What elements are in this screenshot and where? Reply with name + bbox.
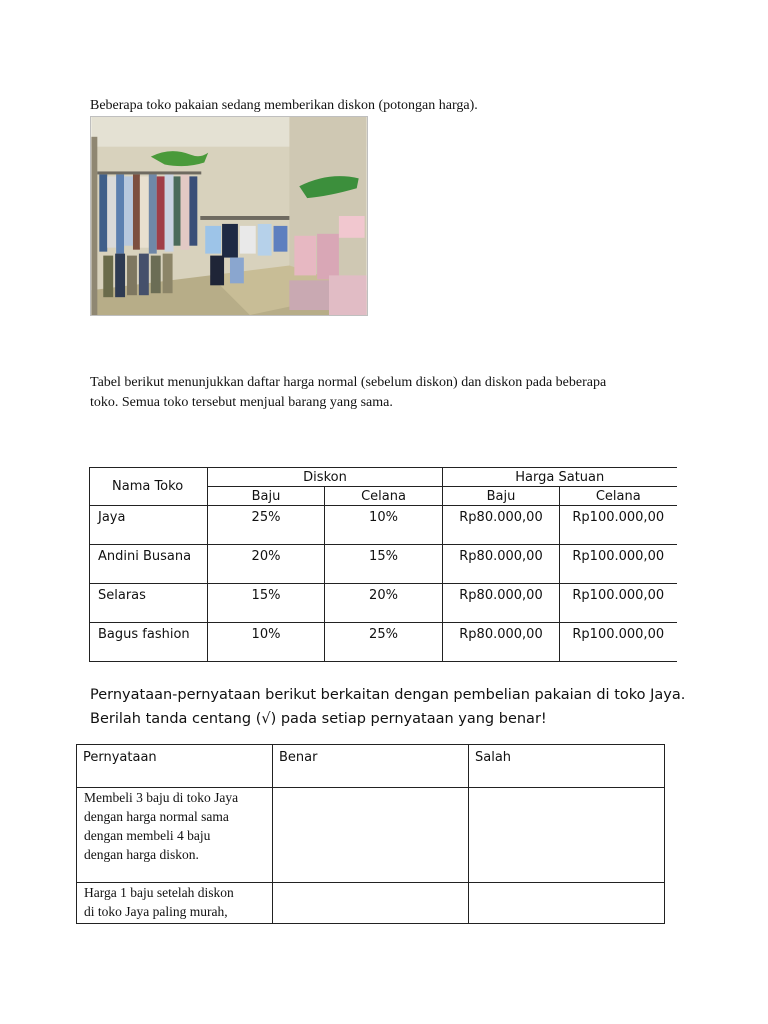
diskon-celana: 20% (325, 584, 443, 623)
question-line-2: Berilah tanda centang (√) pada setiap pernyataan yang benar! (90, 711, 547, 727)
table-row (90, 584, 677, 623)
table-row (77, 788, 665, 883)
table-row (77, 883, 665, 924)
salah-checkbox-cell[interactable] (469, 883, 665, 924)
benar-checkbox-cell[interactable] (273, 788, 469, 883)
intro-text: Beberapa toko pakaian sedang memberikan diskon (potongan harga). (90, 98, 478, 113)
diskon-celana: 10% (325, 506, 443, 545)
subheader-diskon-celana: Celana (325, 487, 443, 506)
statement-line: Harga 1 baju setelah diskon (84, 885, 234, 900)
harga-baju: Rp80.000,00 (443, 506, 560, 545)
diskon-baju: 10% (208, 623, 325, 662)
diskon-baju: 20% (208, 545, 325, 584)
store-name: Andini Busana (90, 545, 208, 584)
harga-celana: Rp100.000,00 (560, 506, 677, 545)
harga-baju: Rp80.000,00 (443, 545, 560, 584)
store-name: Selaras (90, 584, 208, 623)
clothing-store-photo (90, 116, 368, 316)
statement-line: di toko Jaya paling murah, (84, 904, 228, 919)
table-row (90, 623, 677, 662)
statement-2 (77, 883, 273, 924)
diskon-celana: 25% (325, 623, 443, 662)
salah-checkbox-cell[interactable] (469, 788, 665, 883)
harga-baju: Rp80.000,00 (443, 584, 560, 623)
subheader-diskon-baju: Baju (208, 487, 325, 506)
diskon-baju: 15% (208, 584, 325, 623)
header-benar: Benar (273, 745, 469, 788)
table-row (90, 506, 677, 545)
harga-baju: Rp80.000,00 (443, 623, 560, 662)
description-line-2: toko. Semua toko tersebut menjual barang yang sama. (90, 395, 393, 410)
header-pernyataan: Pernyataan (77, 745, 273, 788)
harga-celana: Rp100.000,00 (560, 623, 677, 662)
statement-1 (77, 788, 273, 883)
harga-celana: Rp100.000,00 (560, 584, 677, 623)
statement-line: dengan harga diskon. (84, 847, 199, 862)
benar-checkbox-cell[interactable] (273, 883, 469, 924)
table-row (90, 545, 677, 584)
header-nama-toko: Nama Toko (90, 468, 208, 506)
statement-line: Membeli 3 baju di toko Jaya (84, 790, 239, 805)
header-salah: Salah (469, 745, 665, 788)
header-diskon: Diskon (208, 468, 443, 487)
question-line-1: Pernyataan-pernyataan berikut berkaitan dengan pembelian pakaian di toko Jaya. (90, 687, 686, 703)
statement-line: dengan membeli 4 baju (84, 828, 211, 843)
statement-table (76, 744, 665, 924)
subheader-harga-baju: Baju (443, 487, 560, 506)
diskon-celana: 15% (325, 545, 443, 584)
statement-line: dengan harga normal sama (84, 809, 229, 824)
price-table (89, 467, 677, 662)
subheader-harga-celana: Celana (560, 487, 677, 506)
harga-celana: Rp100.000,00 (560, 545, 677, 584)
diskon-baju: 25% (208, 506, 325, 545)
store-name: Bagus fashion (90, 623, 208, 662)
description-line-1: Tabel berikut menunjukkan daftar harga normal (sebelum diskon) dan diskon pada beberapa (90, 375, 607, 390)
header-harga-satuan: Harga Satuan (443, 468, 677, 487)
store-name: Jaya (90, 506, 208, 545)
